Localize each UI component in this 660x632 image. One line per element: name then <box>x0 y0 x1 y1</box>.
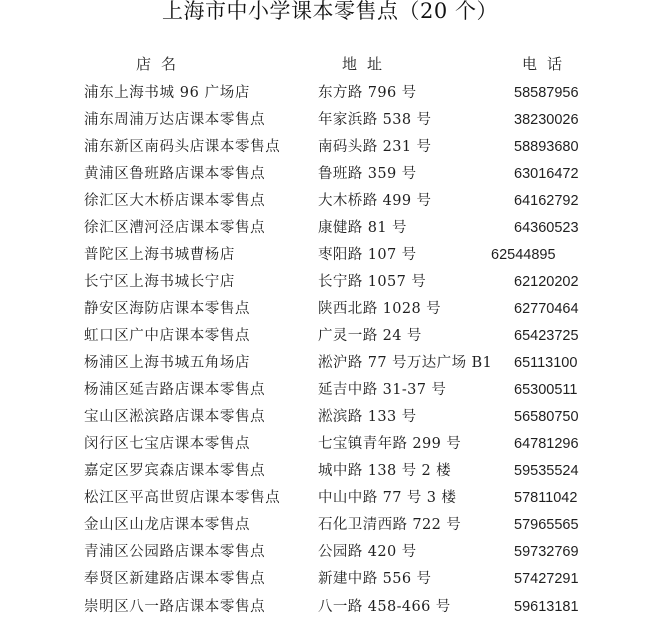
store-phone: 65300511 <box>514 382 578 398</box>
store-address: 枣阳路 107 号 <box>318 247 417 263</box>
store-name: 虹口区广中店课本零售点 <box>84 328 251 344</box>
store-name: 嘉定区罗宾森店课本零售点 <box>84 463 266 479</box>
store-name: 黄浦区鲁班路店课本零售点 <box>84 166 266 182</box>
store-name: 闵行区七宝店课本零售点 <box>84 436 251 452</box>
store-name: 金山区山龙店课本零售点 <box>84 517 251 533</box>
store-name: 杨浦区上海书城五角场店 <box>84 355 251 371</box>
table-header <box>0 53 660 77</box>
store-phone: 59613181 <box>514 599 579 615</box>
store-address: 长宁路 1057 号 <box>318 274 427 290</box>
store-name: 徐汇区大木桥店课本零售点 <box>84 193 266 209</box>
store-list <box>0 80 660 621</box>
store-name: 奉贤区新建路店课本零售点 <box>84 571 266 587</box>
table-row <box>0 161 660 188</box>
table-row <box>0 458 660 485</box>
store-phone: 62544895 <box>491 247 556 263</box>
store-address: 东方路 796 号 <box>318 85 417 101</box>
table-row <box>0 188 660 215</box>
store-phone: 57965565 <box>514 517 579 533</box>
store-address: 延吉中路 31-37 号 <box>318 382 447 398</box>
table-row <box>0 377 660 404</box>
store-phone: 57427291 <box>514 571 579 587</box>
store-address: 淞滨路 133 号 <box>318 409 417 425</box>
table-row <box>0 566 660 593</box>
table-row <box>0 485 660 512</box>
store-phone: 64360523 <box>514 220 579 236</box>
store-name: 徐汇区漕河泾店课本零售点 <box>84 220 266 236</box>
store-phone: 58893680 <box>514 139 579 155</box>
table-row <box>0 134 660 161</box>
store-phone: 64781296 <box>514 436 579 452</box>
table-row <box>0 242 660 269</box>
store-name: 松江区平高世贸店课本零售点 <box>84 490 281 506</box>
header-phone: 电话 <box>522 55 573 73</box>
table-row <box>0 107 660 134</box>
store-name: 静安区海防店课本零售点 <box>84 301 251 317</box>
table-row <box>0 594 660 621</box>
store-address: 石化卫清西路 722 号 <box>318 517 462 533</box>
table-row <box>0 269 660 296</box>
store-phone: 58587956 <box>514 85 579 101</box>
store-phone: 57811042 <box>514 490 578 506</box>
store-address: 大木桥路 499 号 <box>318 193 432 209</box>
store-phone: 62120202 <box>514 274 579 290</box>
store-phone: 59535524 <box>514 463 579 479</box>
store-phone: 63016472 <box>514 166 579 182</box>
store-address: 新建中路 556 号 <box>318 571 432 587</box>
store-phone: 62770464 <box>514 301 579 317</box>
table-row <box>0 512 660 539</box>
store-address: 广灵一路 24 号 <box>318 328 422 344</box>
table-row <box>0 80 660 107</box>
store-address: 康健路 81 号 <box>318 220 407 236</box>
store-address: 鲁班路 359 号 <box>318 166 417 182</box>
table-row <box>0 215 660 242</box>
store-phone: 59732769 <box>514 544 579 560</box>
table-row <box>0 404 660 431</box>
table-row <box>0 539 660 566</box>
store-name: 青浦区公园路店课本零售点 <box>84 544 266 560</box>
header-store-name: 店名 <box>136 55 187 73</box>
page-title: 上海市中小学课本零售点（20 个） <box>162 0 498 23</box>
store-name: 浦东新区南码头店课本零售点 <box>84 139 281 155</box>
store-phone: 65113100 <box>514 355 578 371</box>
store-name: 长宁区上海书城长宁店 <box>84 274 235 290</box>
store-address: 南码头路 231 号 <box>318 139 432 155</box>
store-name: 浦东周浦万达店课本零售点 <box>84 112 266 128</box>
table-row <box>0 323 660 350</box>
store-address: 八一路 458-466 号 <box>318 599 451 615</box>
store-address: 陕西北路 1028 号 <box>318 301 442 317</box>
store-name: 普陀区上海书城曹杨店 <box>84 247 235 263</box>
header-address: 地址 <box>342 55 393 73</box>
store-phone: 38230026 <box>514 112 579 128</box>
store-phone: 65423725 <box>514 328 579 344</box>
store-name: 浦东上海书城 96 广场店 <box>84 85 250 101</box>
store-address: 淞沪路 77 号万达广场 B1 <box>318 355 493 371</box>
store-address: 七宝镇青年路 299 号 <box>318 436 462 452</box>
table-row <box>0 431 660 458</box>
store-address: 公园路 420 号 <box>318 544 417 560</box>
store-name: 宝山区淞滨路店课本零售点 <box>84 409 266 425</box>
store-name: 崇明区八一路店课本零售点 <box>84 599 266 615</box>
table-row <box>0 350 660 377</box>
store-address: 年家浜路 538 号 <box>318 112 432 128</box>
store-phone: 64162792 <box>514 193 579 209</box>
store-address: 中山中路 77 号 3 楼 <box>318 490 457 506</box>
store-phone: 56580750 <box>514 409 579 425</box>
store-address: 城中路 138 号 2 楼 <box>318 463 452 479</box>
table-row <box>0 296 660 323</box>
store-name: 杨浦区延吉路店课本零售点 <box>84 382 266 398</box>
